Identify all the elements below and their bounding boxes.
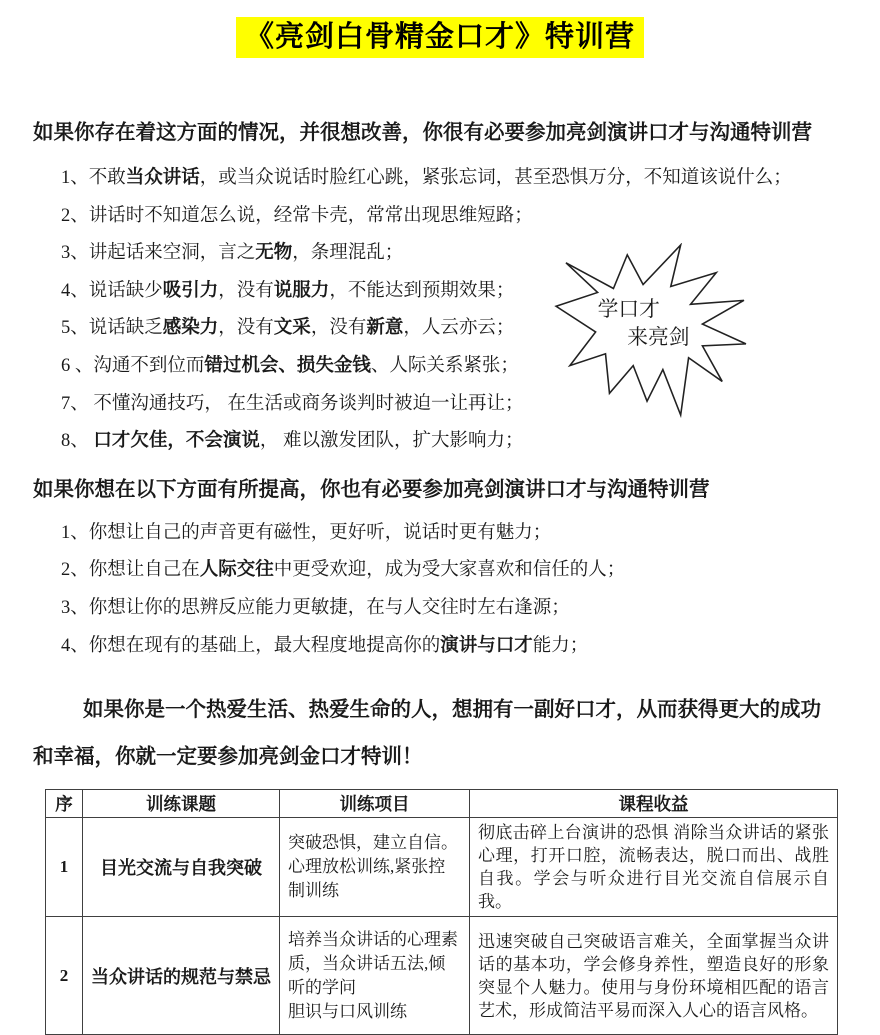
- col-header-topic: 训练课题: [83, 790, 280, 818]
- list-item: 1、你想让自己的声音更有磁性，更好听，说话时更有魅力；: [61, 522, 552, 543]
- cell-training-items: [280, 818, 470, 917]
- training-item-line: 胆识与口风训练: [288, 1001, 407, 1021]
- starburst-callout: [552, 243, 750, 421]
- starburst-text-line1: 学口才: [597, 299, 660, 322]
- list-item: 1、不敢当众讲话，或当众说话时脸红心跳，紧张忘词，甚至恐惧万分，不知道该说什么；: [61, 168, 792, 188]
- list-item: 8、 口才欠佳，不会演说， 难以激发团队，扩大影响力；: [61, 431, 524, 452]
- cell-training-items: [280, 917, 470, 1035]
- list-item: 2、讲话时不知道怎么说，经常卡壳，常常出现思维短路；: [61, 205, 533, 226]
- table-row: [46, 818, 838, 917]
- cell-topic: 当众讲话的规范与禁忌: [83, 917, 280, 1035]
- section2-heading: 如果你想在以下方面有所提高，你也有必要参加亮剑演讲口才与沟通特训营: [33, 478, 710, 501]
- list-item: 2、你想让自己在人际交往中更受欢迎，成为受大家喜欢和信任的人；: [61, 560, 626, 581]
- list-item: 3、你想让你的思辨反应能力更敏捷，在与人交往时左右逢源；: [61, 597, 570, 618]
- col-header-benefit: 课程收益: [470, 790, 838, 818]
- list-item: 3、讲起话来空洞，言之无物，条理混乱；: [61, 243, 404, 264]
- cell-no: 1: [46, 818, 83, 917]
- list-item: 5、说话缺乏感染力，没有文采，没有新意，人云亦云；: [61, 318, 515, 339]
- cell-topic: 目光交流与自我突破: [83, 818, 280, 917]
- col-header-items: 训练项目: [280, 790, 470, 818]
- closing-paragraph: 如果你是一个热爱生活、热爱生命的人，想拥有一副好口才，从而获得更大的成功和幸福，你就一定要参加亮剑金口才特训！: [33, 699, 821, 769]
- list-item: 4、你想在现有的基础上，最大程度地提高你的演讲与口才能力；: [61, 635, 589, 656]
- training-item-line: 培养当众讲话的心理素质，当众讲话五法,倾听的学问: [288, 929, 458, 997]
- page-title: 《亮剑白骨精金口才》特训营: [236, 17, 644, 58]
- list-item: 7、 不懂沟通技巧， 在生活或商务谈判时被迫一让再让；: [61, 393, 524, 414]
- col-header-no: 序: [46, 790, 83, 818]
- cell-course-benefit: 彻底击碎上台演讲的恐惧 消除当众讲话的紧张心理，打开口腔，流畅表达，脱口而出、战胜自我。学会与听众进行目光交流自信展示自我。: [470, 818, 838, 917]
- list-item: 4、说话缺少吸引力，没有说服力，不能达到预期效果；: [61, 280, 515, 301]
- section2-list: [28, 515, 880, 665]
- list-item: 6 、沟通不到位而错过机会、损失金钱、人际关系紧张；: [61, 355, 519, 376]
- title-row: [0, 0, 880, 58]
- starburst-text-line2: 来亮剑: [627, 326, 690, 349]
- course-table-body: [46, 818, 838, 1035]
- training-item-line: 突破恐惧，建立自信。心理放松训练,紧张控制训练: [288, 833, 458, 901]
- section1-heading: 如果你存在着这方面的情况，并很想改善，你很有必要参加亮剑演讲口才与沟通特训营: [33, 122, 812, 144]
- cell-course-benefit: 迅速突破自己突破语言难关，全面掌握当众讲话的基本功，学会修身养性，塑造良好的形象 突显个人魅力。使用与身份环境相匹配的语言艺术，形成简洁平易而深入人心的语言风格。: [470, 917, 838, 1035]
- table-header-row: [46, 790, 838, 818]
- cell-no: 2: [46, 917, 83, 1035]
- table-row: [46, 917, 838, 1035]
- section1-list: [28, 160, 880, 461]
- course-table: [45, 789, 838, 1035]
